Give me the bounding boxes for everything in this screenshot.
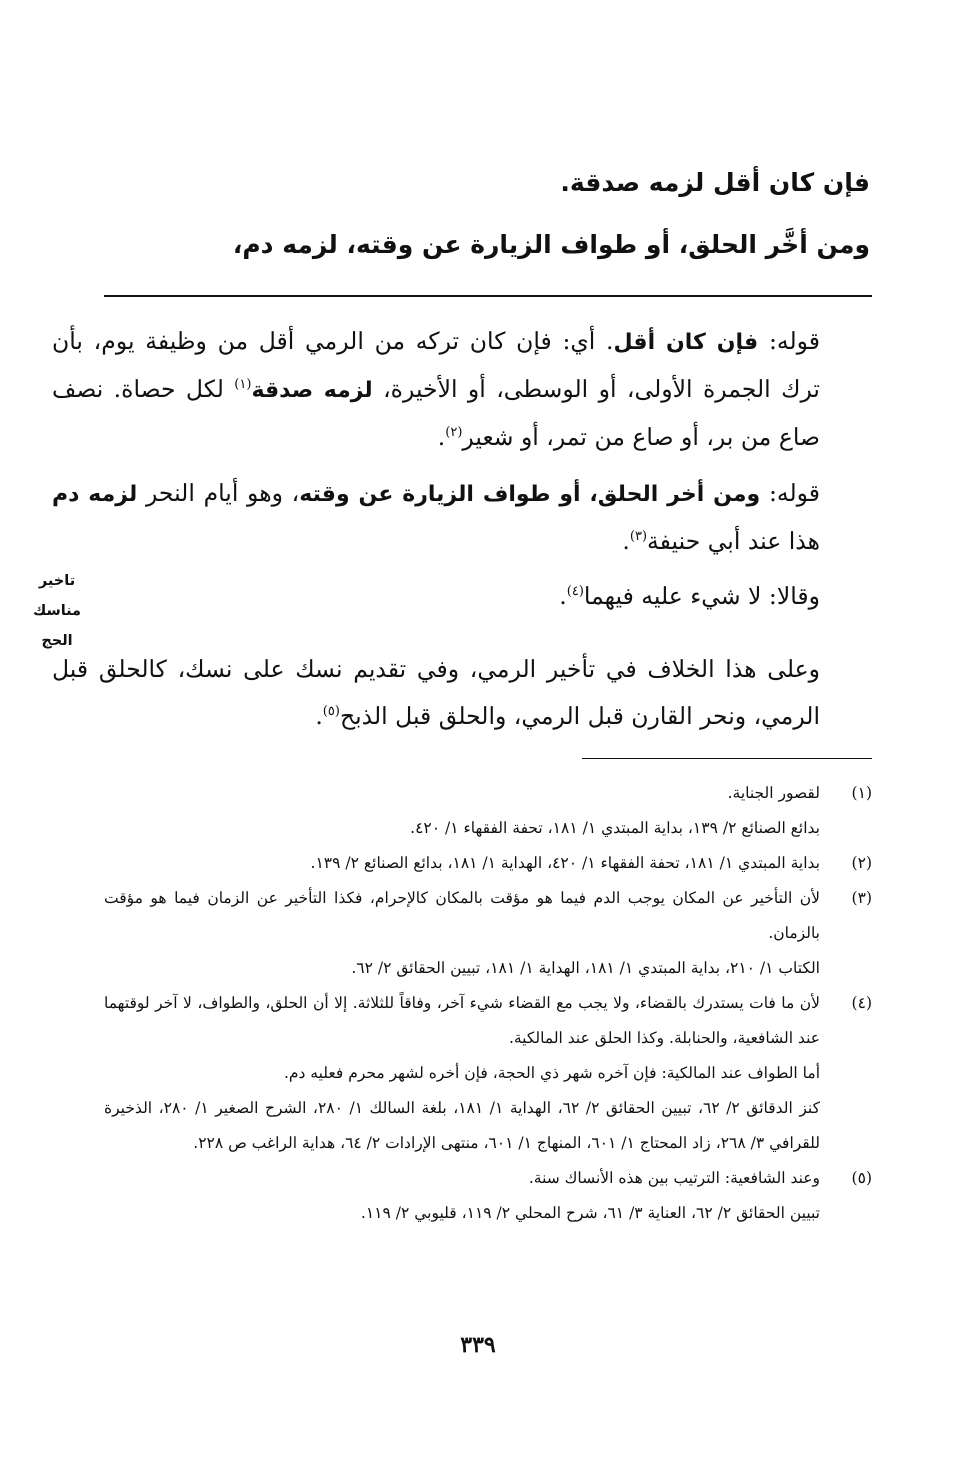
- footnote-line: لأن ما فات يستدرك بالقضاء، ولا يجب مع القضاء شيء آخر، وفاقاً للثلاثة. إلا أن الحلق، والطواف، لا آخر لوقتهما عند الشافعية، والحنابلة. وكذا الحلق عند المالكية.: [104, 994, 820, 1047]
- footnote-line: كنز الدقائق ٢/ ٦٢، تبيين الحقائق ٢/ ٦٢، الهداية ١/ ١٨١، بلغة السالك ١/ ٢٨٠، الشرح الصغير ١/ ٢٨٠، الذخيرة للقرافي ٣/ ٢٦٨، زاد المحتاج ١/ ٦٠١، المنهاج ١/ ٦٠١، منتهى الإرادات ٢/ ٦٤، هداية الراغب ص ٢٢٨.: [104, 1099, 820, 1152]
- footnote-ref-3[interactable]: (٣): [629, 529, 648, 545]
- quoted-matn: لزمه صدقة: [251, 378, 373, 403]
- text: ، وهو أيام النحر: [137, 479, 300, 507]
- main-separator-line: [104, 295, 872, 297]
- margin-heading-line: تاخير: [38, 573, 76, 589]
- footnote-4: [104, 986, 872, 1161]
- text: لكل حصاة. نصف صاع من بر، أو صاع من تمر، أو شعير: [52, 375, 820, 451]
- footnote-ref-1[interactable]: (١): [234, 377, 252, 393]
- footnote-line: الكتاب ١/ ٢١٠، بداية المبتدي ١/ ١٨١، الهداية ١/ ١٨١، تبيين الحقائق ٢/ ٦٢.: [351, 959, 820, 977]
- text: .: [315, 702, 323, 730]
- footnote-line: تبيين الحقائق ٢/ ٦٢، العناية ٣/ ٦١، شرح المحلي ٢/ ١١٩، قليوبي ٢/ ١١٩.: [360, 1204, 820, 1222]
- footnote-2: [104, 846, 872, 881]
- footnote-number: (١): [851, 784, 872, 802]
- text: قوله:: [758, 327, 820, 355]
- footnote-ref-2[interactable]: (٢): [445, 425, 463, 441]
- footnote-line: بدائع الصنائع ٢/ ١٣٩، بداية المبتدي ١/ ١٨١، تحفة الفقهاء ١/ ٤٢٠.: [410, 819, 820, 837]
- text: قوله:: [760, 479, 820, 507]
- margin-heading-line: الحج: [41, 633, 73, 649]
- footnote-line: لقصور الجناية.: [727, 784, 820, 802]
- footnote-separator-line: [582, 758, 872, 759]
- page-number: ٣٣٩: [460, 1332, 496, 1358]
- footnote-3: [104, 881, 872, 986]
- footnote-number: (٣): [851, 889, 872, 907]
- footnote-line: أما الطواف عند المالكية: فإن آخره شهر ذي الحجة، فإن أخره لشهر محرم فعليه دم.: [283, 1064, 820, 1082]
- commentary-paragraph-4: [52, 646, 872, 740]
- footnote-number: (٤): [851, 994, 872, 1012]
- footnote-number: (٢): [851, 854, 872, 872]
- commentary-paragraph-1: [52, 318, 872, 461]
- commentary-paragraph-2: [52, 470, 872, 565]
- margin-heading: [22, 566, 92, 656]
- text: وعلى هذا الخلاف في تأخير الرمي، وفي تقديم نسك على نسك، كالحلق قبل الرمي، ونحر القارن قبل الرمي، والحلق قبل الذبح: [52, 655, 820, 730]
- text: .: [622, 527, 630, 555]
- text: وقالا: لا شيء عليه فيهما: [583, 582, 820, 610]
- footnote-ref-4[interactable]: (٤): [566, 584, 584, 600]
- text: . أي: فإن كان تركه من الرمي أقل من وظيفة يوم، بأن ترك الجمرة الأولى، أو الوسطى، أو الأخيرة،: [52, 327, 820, 403]
- footnotes: [104, 776, 872, 1231]
- quoted-matn: ومن أخر الحلق، أو طواف الزيارة عن وقته: [299, 482, 761, 507]
- matn-line-1: فإن كان أقل لزمه صدقة.: [560, 168, 870, 197]
- quoted-matn: لزمه دم: [52, 482, 138, 507]
- footnote-line: بداية المبتدي ١/ ١٨١، تحفة الفقهاء ١/ ٤٢٠، الهداية ١/ ١٨١، بدائع الصنائع ٢/ ١٣٩.: [310, 854, 820, 872]
- footnote-number: (٥): [851, 1169, 872, 1187]
- text: هذا عند أبي حنيفة: [647, 527, 820, 555]
- commentary-paragraph-3: [52, 573, 872, 620]
- matn-line-2: ومن أخَّر الحلق، أو طواف الزيارة عن وقته، لزمه دم،: [232, 230, 870, 259]
- footnote-line: لأن التأخير عن المكان يوجب الدم فيما هو مؤقت بالمكان كالإحرام، فكذا التأخير عن الزمان فيما هو مؤقت بالزمان.: [104, 889, 820, 942]
- text: .: [559, 582, 567, 610]
- margin-heading-line: مناسك: [32, 603, 82, 619]
- footnote-ref-5[interactable]: (٥): [322, 704, 340, 720]
- text: .: [437, 423, 446, 451]
- footnote-1: [104, 776, 872, 846]
- quoted-matn: فإن كان أقل: [613, 330, 759, 355]
- footnote-5: [104, 1161, 872, 1231]
- footnote-line: وعند الشافعية: الترتيب بين هذه الأنساك سنة.: [528, 1169, 820, 1187]
